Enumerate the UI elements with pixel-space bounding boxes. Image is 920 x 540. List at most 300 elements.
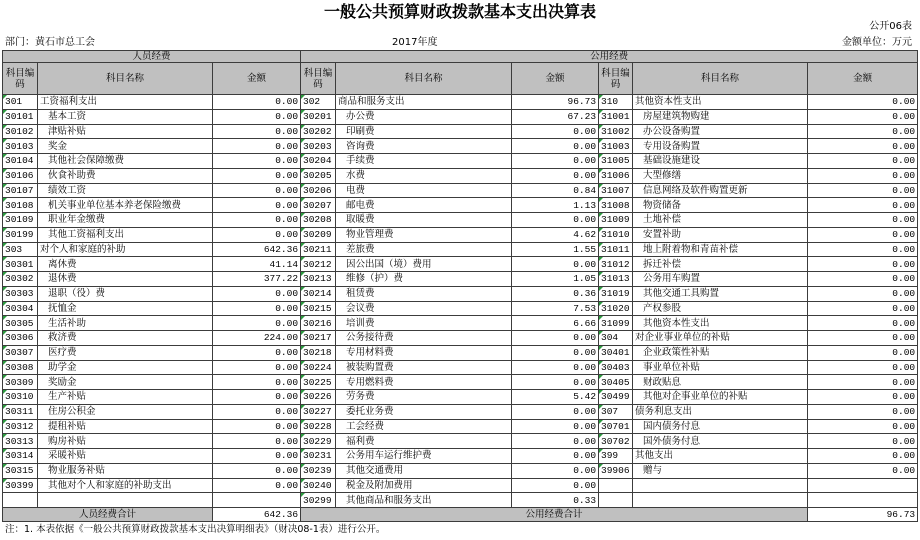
subject-amount: 0.00 (213, 449, 301, 464)
subject-amount: 0.00 (213, 154, 301, 169)
table-row (3, 198, 918, 213)
table-row (3, 257, 918, 272)
subject-name: 其他资本性支出 (633, 316, 808, 331)
subject-code: 30405 (599, 375, 633, 390)
empty-cell (808, 478, 918, 493)
subject-name: 采暖补贴 (38, 449, 213, 464)
table-row (3, 331, 918, 346)
subject-name: 国外债务付息 (633, 434, 808, 449)
subject-amount: 0.00 (213, 419, 301, 434)
subject-amount: 0.00 (512, 360, 599, 375)
subject-name: 产权参股 (633, 301, 808, 316)
subject-name: 企业政策性补贴 (633, 345, 808, 360)
empty-cell (808, 493, 918, 508)
table-row (3, 213, 918, 228)
subject-code: 31007 (599, 183, 633, 198)
subject-amount: 0.00 (512, 419, 599, 434)
subject-code: 30201 (301, 109, 336, 124)
subject-name: 专用设备购置 (633, 139, 808, 154)
subject-code: 30240 (301, 478, 336, 493)
column-header-code: 科目编码 (301, 63, 336, 95)
subject-code: 30227 (301, 404, 336, 419)
subject-code: 30214 (301, 286, 336, 301)
subject-name: 税金及附加费用 (336, 478, 512, 493)
subject-code: 31001 (599, 109, 633, 124)
column-header-name: 科目名称 (633, 63, 808, 95)
subject-amount: 0.00 (808, 375, 918, 390)
subject-name: 其他工资福利支出 (38, 227, 213, 242)
subject-amount: 0.00 (808, 198, 918, 213)
subject-name: 救济费 (38, 331, 213, 346)
subject-amount: 0.00 (808, 360, 918, 375)
subject-name: 医疗费 (38, 345, 213, 360)
subject-name: 物业管理费 (336, 227, 512, 242)
subject-name: 培训费 (336, 316, 512, 331)
fiscal-year: 2017年度 (392, 37, 438, 48)
subject-amount: 0.00 (213, 183, 301, 198)
subject-amount: 0.00 (213, 168, 301, 183)
subject-amount: 4.62 (512, 227, 599, 242)
subject-name: 办公设备购置 (633, 124, 808, 139)
personnel-total-label: 人员经费合计 (3, 508, 213, 522)
subject-name: 奖励金 (38, 375, 213, 390)
subject-code: 30310 (3, 390, 38, 405)
subject-code: 30231 (301, 449, 336, 464)
subject-code: 30403 (599, 360, 633, 375)
table-row (3, 345, 918, 360)
subject-amount: 0.00 (213, 227, 301, 242)
subject-amount: 0.00 (213, 345, 301, 360)
subject-amount: 0.00 (808, 183, 918, 198)
subject-code: 31005 (599, 154, 633, 169)
table-row (3, 449, 918, 464)
subject-name: 公务用车购置 (633, 272, 808, 287)
subject-amount: 0.00 (213, 95, 301, 110)
subject-code: 31009 (599, 213, 633, 228)
subject-code: 30311 (3, 404, 38, 419)
subject-code: 30313 (3, 434, 38, 449)
subject-name: 生活补助 (38, 316, 213, 331)
table-row (3, 493, 918, 508)
subject-code: 30225 (301, 375, 336, 390)
subject-amount: 0.00 (808, 168, 918, 183)
subject-name: 其他支出 (633, 449, 808, 464)
subject-amount: 0.00 (213, 360, 301, 375)
table-row (3, 419, 918, 434)
subject-amount: 0.00 (808, 404, 918, 419)
subject-code: 30206 (301, 183, 336, 198)
empty-cell (213, 493, 301, 508)
subject-amount: 0.00 (213, 478, 301, 493)
subject-code: 30207 (301, 198, 336, 213)
subject-code: 30208 (301, 213, 336, 228)
subject-name: 专用燃料费 (336, 375, 512, 390)
subject-code: 30211 (301, 242, 336, 257)
empty-cell (599, 493, 633, 508)
subject-name: 基础设施建设 (633, 154, 808, 169)
subject-name: 劳务费 (336, 390, 512, 405)
subject-amount: 0.00 (512, 449, 599, 464)
subject-name: 基本工资 (38, 109, 213, 124)
subject-amount: 0.00 (808, 95, 918, 110)
subject-amount: 1.05 (512, 272, 599, 287)
subject-code: 30303 (3, 286, 38, 301)
subject-amount: 0.00 (512, 478, 599, 493)
subject-amount: 0.00 (512, 345, 599, 360)
subject-code: 31006 (599, 168, 633, 183)
subject-code: 30103 (3, 139, 38, 154)
column-header-amount: 金额 (213, 63, 301, 95)
subject-amount: 642.36 (213, 242, 301, 257)
subject-code: 304 (599, 331, 633, 346)
subject-amount: 6.66 (512, 316, 599, 331)
subject-code: 30312 (3, 419, 38, 434)
subject-amount: 0.00 (512, 154, 599, 169)
subject-code: 31010 (599, 227, 633, 242)
group-header-public: 公用经费 (301, 51, 918, 63)
subject-code: 30216 (301, 316, 336, 331)
subject-code: 31013 (599, 272, 633, 287)
table-row (3, 463, 918, 478)
subject-code: 30212 (301, 257, 336, 272)
subject-name: 职业年金缴费 (38, 213, 213, 228)
subject-amount: 0.00 (213, 198, 301, 213)
subject-code: 30202 (301, 124, 336, 139)
subject-code: 31011 (599, 242, 633, 257)
subject-code: 30228 (301, 419, 336, 434)
subject-name: 其他交通工具购置 (633, 286, 808, 301)
subject-code: 30108 (3, 198, 38, 213)
empty-cell (599, 478, 633, 493)
subject-code: 30702 (599, 434, 633, 449)
subject-amount: 0.00 (808, 124, 918, 139)
table-body (3, 95, 918, 508)
subject-amount: 0.00 (808, 154, 918, 169)
table-row (3, 95, 918, 110)
column-header-amount: 金额 (808, 63, 918, 95)
subject-amount: 0.00 (808, 213, 918, 228)
subject-name: 其他对个人和家庭的补助支出 (38, 478, 213, 493)
subject-amount: 0.00 (213, 139, 301, 154)
group-header-personnel: 人员经费 (3, 51, 301, 63)
subject-name: 水费 (336, 168, 512, 183)
table-row (3, 375, 918, 390)
subject-code: 30209 (301, 227, 336, 242)
subject-name: 印刷费 (336, 124, 512, 139)
subject-name: 退职（役）费 (38, 286, 213, 301)
subject-amount: 1.55 (512, 242, 599, 257)
subject-name: 物资储备 (633, 198, 808, 213)
subject-amount: 5.42 (512, 390, 599, 405)
subject-code: 30309 (3, 375, 38, 390)
subject-name: 租赁费 (336, 286, 512, 301)
subject-amount: 0.00 (512, 124, 599, 139)
subject-code: 30107 (3, 183, 38, 198)
subject-name: 公务接待费 (336, 331, 512, 346)
empty-cell (633, 493, 808, 508)
subject-name: 专用材料费 (336, 345, 512, 360)
subject-amount: 0.33 (512, 493, 599, 508)
subject-code: 30701 (599, 419, 633, 434)
subject-code: 30308 (3, 360, 38, 375)
table-row (3, 434, 918, 449)
subject-code: 30302 (3, 272, 38, 287)
subject-code: 31003 (599, 139, 633, 154)
subject-amount: 0.00 (808, 434, 918, 449)
subject-name: 因公出国（境）费用 (336, 257, 512, 272)
table-row (3, 286, 918, 301)
subject-name: 对个人和家庭的补助 (38, 242, 213, 257)
subject-amount: 0.00 (213, 404, 301, 419)
subject-code: 30315 (3, 463, 38, 478)
subject-code: 307 (599, 404, 633, 419)
subject-code: 31002 (599, 124, 633, 139)
column-header-row (3, 63, 918, 95)
column-header-amount: 金额 (512, 63, 599, 95)
subject-name: 工资福利支出 (38, 95, 213, 110)
subject-amount: 7.53 (512, 301, 599, 316)
subject-name: 房屋建筑物购建 (633, 109, 808, 124)
column-header-name: 科目名称 (336, 63, 512, 95)
subject-amount: 0.00 (512, 375, 599, 390)
subject-code: 30239 (301, 463, 336, 478)
subject-code: 30217 (301, 331, 336, 346)
table-row (3, 404, 918, 419)
table-row (3, 272, 918, 287)
subject-amount: 0.00 (808, 390, 918, 405)
subject-code: 30215 (301, 301, 336, 316)
expenditure-table (2, 50, 918, 522)
subject-amount: 0.00 (512, 331, 599, 346)
table-row (3, 478, 918, 493)
subject-name: 生产补贴 (38, 390, 213, 405)
subject-name: 被装购置费 (336, 360, 512, 375)
subject-amount: 0.00 (512, 404, 599, 419)
subject-code: 30213 (301, 272, 336, 287)
subject-amount: 0.00 (213, 301, 301, 316)
table-row (3, 301, 918, 316)
subject-amount: 1.13 (512, 198, 599, 213)
subject-amount: 0.00 (512, 168, 599, 183)
subject-code: 30204 (301, 154, 336, 169)
group-header-row (3, 51, 918, 63)
report-title: 一般公共预算财政拨款基本支出决算表 (323, 2, 596, 21)
subject-name: 地上附着物和青苗补偿 (633, 242, 808, 257)
subject-amount: 0.00 (808, 345, 918, 360)
subject-amount: 0.00 (512, 213, 599, 228)
subject-name: 差旅费 (336, 242, 512, 257)
subject-name: 事业单位补贴 (633, 360, 808, 375)
subject-amount: 0.00 (808, 242, 918, 257)
department-label: 部门：黄石市总工会 (5, 37, 95, 48)
subject-code: 30304 (3, 301, 38, 316)
table-row (3, 316, 918, 331)
subject-code: 30305 (3, 316, 38, 331)
subject-name: 财政贴息 (633, 375, 808, 390)
subject-name: 住房公积金 (38, 404, 213, 419)
subject-amount: 0.00 (808, 331, 918, 346)
subject-code: 30226 (301, 390, 336, 405)
subject-code: 302 (301, 95, 336, 110)
subject-name: 其他对企事业单位的补贴 (633, 390, 808, 405)
subject-name: 提租补贴 (38, 419, 213, 434)
subject-amount: 377.22 (213, 272, 301, 287)
subject-code: 30205 (301, 168, 336, 183)
subject-name: 津贴补贴 (38, 124, 213, 139)
subject-name: 拆迁补偿 (633, 257, 808, 272)
subject-amount: 0.00 (808, 301, 918, 316)
subject-code: 31019 (599, 286, 633, 301)
subject-name: 购房补贴 (38, 434, 213, 449)
subject-amount: 0.00 (808, 139, 918, 154)
subject-code: 30224 (301, 360, 336, 375)
subject-code: 30106 (3, 168, 38, 183)
subject-code: 30401 (599, 345, 633, 360)
subject-name: 信息网络及软件购置更新 (633, 183, 808, 198)
empty-cell (633, 478, 808, 493)
subject-amount: 0.00 (512, 257, 599, 272)
subject-name: 维修（护）费 (336, 272, 512, 287)
personnel-total-amount: 642.36 (213, 508, 301, 522)
subject-name: 抚恤金 (38, 301, 213, 316)
subject-name: 伙食补助费 (38, 168, 213, 183)
table-row (3, 227, 918, 242)
subject-code: 30102 (3, 124, 38, 139)
table-row (3, 168, 918, 183)
subject-name: 大型修缮 (633, 168, 808, 183)
subject-code: 30314 (3, 449, 38, 464)
empty-cell (38, 493, 213, 508)
subject-name: 咨询费 (336, 139, 512, 154)
subject-name: 委托业务费 (336, 404, 512, 419)
public-total-label: 公用经费合计 (301, 508, 808, 522)
subject-amount: 41.14 (213, 257, 301, 272)
subject-code: 310 (599, 95, 633, 110)
subject-amount: 0.00 (808, 109, 918, 124)
subject-name: 公务用车运行维护费 (336, 449, 512, 464)
subject-amount: 0.00 (808, 257, 918, 272)
subject-code: 31012 (599, 257, 633, 272)
table-row (3, 242, 918, 257)
subject-code: 31008 (599, 198, 633, 213)
subject-name: 债务利息支出 (633, 404, 808, 419)
subject-name: 商品和服务支出 (336, 95, 512, 110)
subject-amount: 0.00 (808, 227, 918, 242)
subject-name: 其他资本性支出 (633, 95, 808, 110)
subject-amount: 0.00 (213, 109, 301, 124)
subject-code: 30104 (3, 154, 38, 169)
subject-code: 30301 (3, 257, 38, 272)
subject-name: 福利费 (336, 434, 512, 449)
subject-amount: 0.00 (808, 419, 918, 434)
amount-unit: 金额单位：万元 (842, 37, 912, 48)
subject-name: 退休费 (38, 272, 213, 287)
subject-name: 土地补偿 (633, 213, 808, 228)
subject-name: 会议费 (336, 301, 512, 316)
subject-name: 赠与 (633, 463, 808, 478)
subject-amount: 0.00 (808, 449, 918, 464)
public-total-amount: 96.73 (808, 508, 918, 522)
subject-amount: 0.00 (808, 286, 918, 301)
subject-amount: 0.36 (512, 286, 599, 301)
table-row (3, 390, 918, 405)
column-header-name: 科目名称 (38, 63, 213, 95)
subject-code: 31099 (599, 316, 633, 331)
subject-amount: 0.00 (213, 390, 301, 405)
table-row (3, 154, 918, 169)
subject-name: 绩效工资 (38, 183, 213, 198)
total-row (3, 508, 918, 522)
footnote: 注：1. 本表依据《一般公共预算财政拨款基本支出决算明细表》（财决08-1表）进行公开。 (5, 524, 386, 535)
subject-code: 30499 (599, 390, 633, 405)
subject-code: 30229 (301, 434, 336, 449)
subject-amount: 67.23 (512, 109, 599, 124)
subject-name: 安置补助 (633, 227, 808, 242)
subject-amount: 224.00 (213, 331, 301, 346)
subject-amount: 0.00 (213, 213, 301, 228)
subject-code: 30101 (3, 109, 38, 124)
subject-code: 30199 (3, 227, 38, 242)
subject-code: 30299 (301, 493, 336, 508)
subject-name: 其他交通费用 (336, 463, 512, 478)
subject-name: 机关事业单位基本养老保险缴费 (38, 198, 213, 213)
subject-amount: 0.00 (808, 272, 918, 287)
subject-name: 物业服务补贴 (38, 463, 213, 478)
subject-amount: 0.00 (213, 124, 301, 139)
subject-name: 取暖费 (336, 213, 512, 228)
subject-code: 30306 (3, 331, 38, 346)
subject-code: 30307 (3, 345, 38, 360)
table-row (3, 139, 918, 154)
subject-name: 离休费 (38, 257, 213, 272)
subject-name: 电费 (336, 183, 512, 198)
subject-code: 30399 (3, 478, 38, 493)
subject-amount: 0.00 (213, 463, 301, 478)
subject-code: 399 (599, 449, 633, 464)
subject-code: 30109 (3, 213, 38, 228)
column-header-code: 科目编码 (3, 63, 38, 95)
empty-cell (3, 493, 38, 508)
subject-code: 30218 (301, 345, 336, 360)
subject-amount: 0.00 (213, 286, 301, 301)
subject-name: 邮电费 (336, 198, 512, 213)
subject-name: 助学金 (38, 360, 213, 375)
subject-amount: 0.84 (512, 183, 599, 198)
subject-name: 手续费 (336, 154, 512, 169)
table-row (3, 183, 918, 198)
subject-amount: 0.00 (512, 139, 599, 154)
subject-name: 办公费 (336, 109, 512, 124)
subject-name: 其他商品和服务支出 (336, 493, 512, 508)
subject-code: 303 (3, 242, 38, 257)
subject-name: 对企业事业单位的补贴 (633, 331, 808, 346)
subject-amount: 0.00 (512, 434, 599, 449)
subject-amount: 0.00 (808, 316, 918, 331)
subject-code: 39906 (599, 463, 633, 478)
table-row (3, 360, 918, 375)
column-header-code: 科目编码 (599, 63, 633, 95)
subject-name: 其他社会保障缴费 (38, 154, 213, 169)
subject-amount: 96.73 (512, 95, 599, 110)
subject-name: 奖金 (38, 139, 213, 154)
subject-code: 301 (3, 95, 38, 110)
subject-amount: 0.00 (213, 316, 301, 331)
form-number: 公开06表 (869, 21, 912, 32)
subject-amount: 0.00 (808, 463, 918, 478)
subject-amount: 0.00 (213, 375, 301, 390)
subject-name: 工会经费 (336, 419, 512, 434)
table-row (3, 124, 918, 139)
